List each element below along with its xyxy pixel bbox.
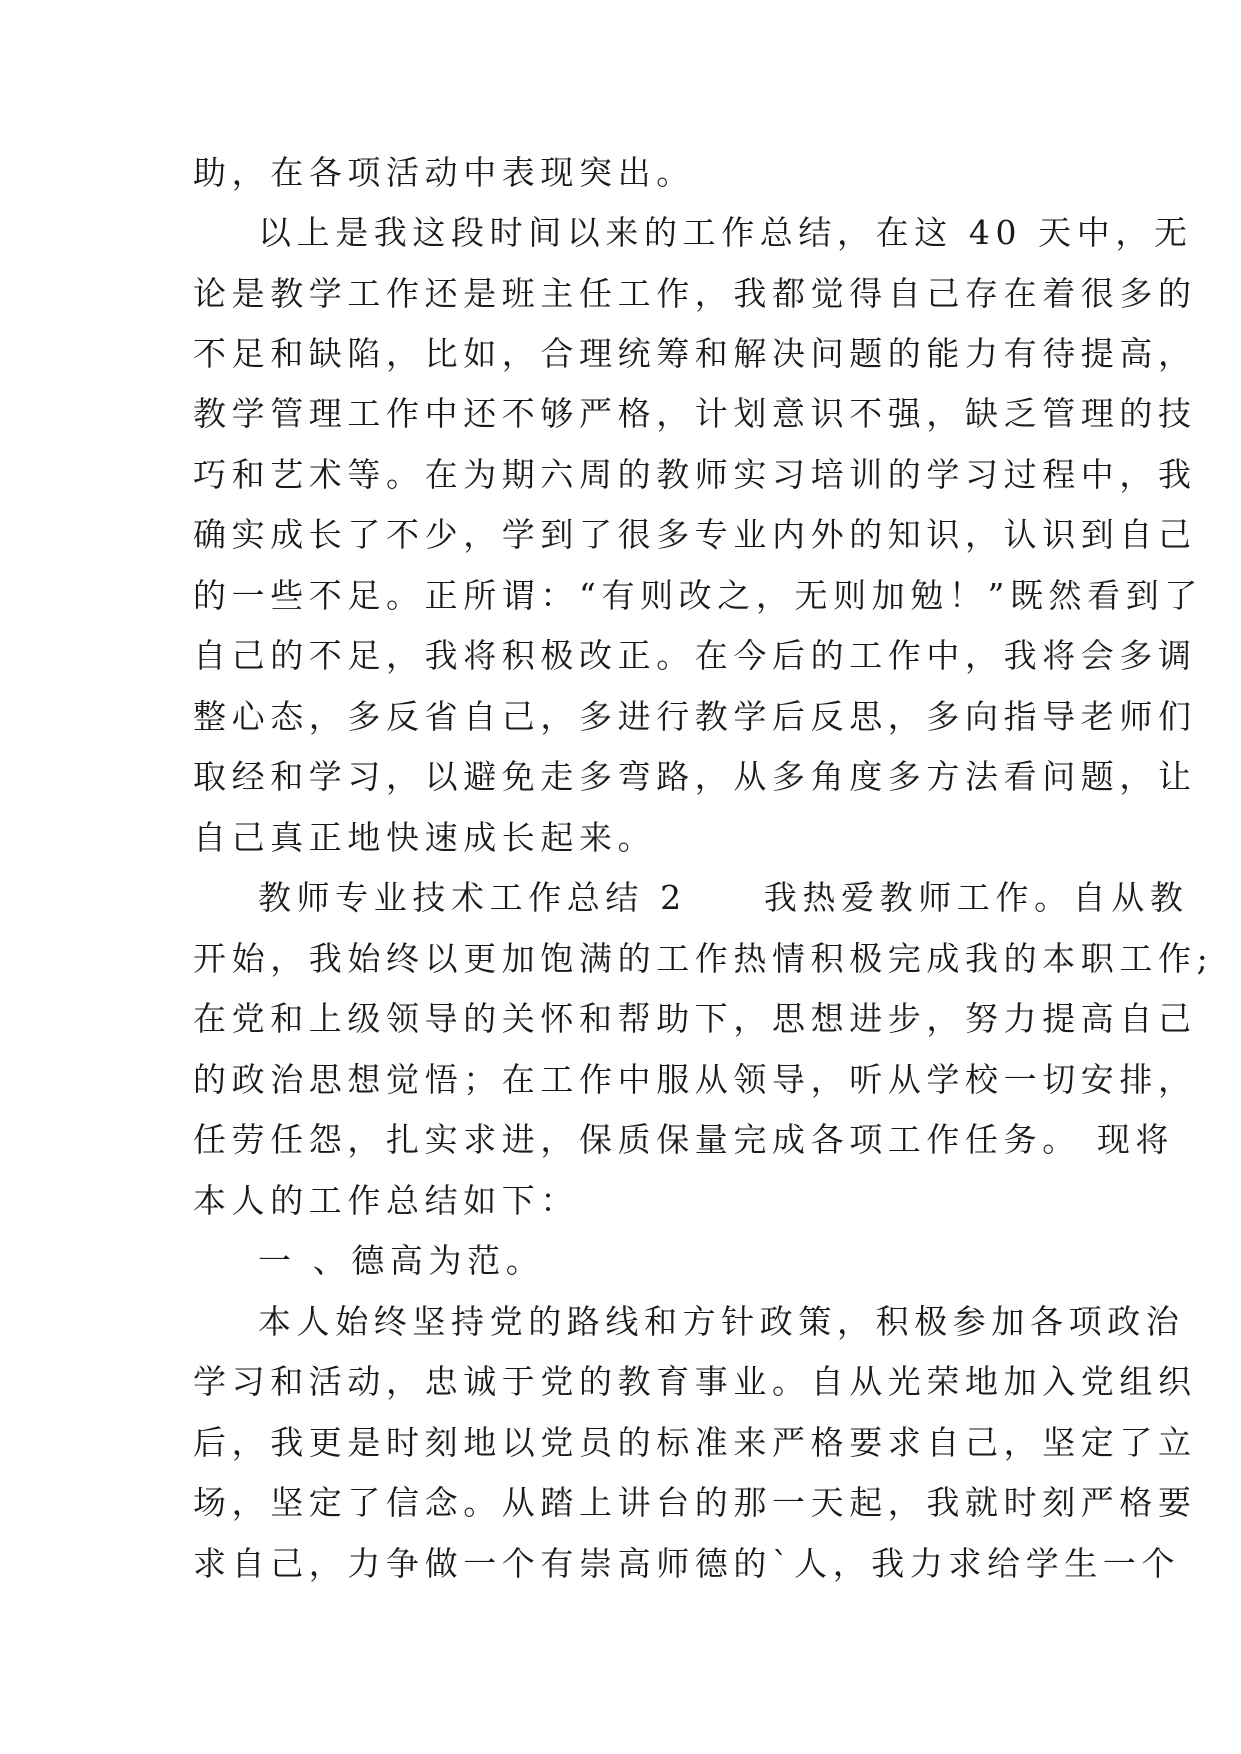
text-line: 后，我更是时刻地以党员的标准来严格要求自己，坚定了立 (193, 1423, 1197, 1462)
text-line: 自己真正地快速成长起来。 (193, 818, 657, 857)
section-heading-line: 教师专业技术工作总结 2 我热爱教师工作。自从教 (258, 878, 1189, 917)
subsection-heading: 一 、德高为范。 (258, 1241, 545, 1280)
text-line: 开始，我始终以更加饱满的工作热情积极完成我的本职工作; (193, 939, 1214, 978)
text-line: 取经和学习，以避免走多弯路，从多角度多方法看问题，让 (193, 757, 1197, 796)
text-line: 本人始终坚持党的路线和方针政策，积极参加各项政治 (258, 1302, 1185, 1341)
text-line: 的一些不足。正所谓：“有则改之，无则加勉！”既然看到了 (193, 576, 1203, 615)
text-line: 以上是我这段时间以来的工作总结，在这 40 天中，无 (258, 213, 1193, 252)
text-line: 不足和缺陷，比如，合理统筹和解决问题的能力有待提高， (193, 334, 1197, 373)
text-line: 论是教学工作还是班主任工作，我都觉得自己存在着很多的 (193, 274, 1197, 313)
text-line: 本人的工作总结如下： (193, 1181, 579, 1220)
text-line: 教学管理工作中还不够严格，计划意识不强，缺乏管理的技 (193, 394, 1197, 433)
text-line: 学习和活动，忠诚于党的教育事业。自从光荣地加入党组织 (193, 1362, 1197, 1401)
text-line: 确实成长了不少，学到了很多专业内外的知识，认识到自己 (193, 515, 1197, 554)
text-line: 自己的不足，我将积极改正。在今后的工作中，我将会多调 (193, 636, 1197, 675)
text-line: 求自己，力争做一个有崇高师德的`人，我力求给学生一个 (193, 1544, 1181, 1583)
text-line: 的政治思想觉悟；在工作中服从领导，听从学校一切安排， (193, 1060, 1197, 1099)
text-line: 巧和艺术等。在为期六周的教师实习培训的学习过程中，我 (193, 455, 1197, 494)
text-line: 场，坚定了信念。从踏上讲台的那一天起，我就时刻严格要 (193, 1483, 1197, 1522)
text-line: 助，在各项活动中表现突出。 (193, 153, 695, 192)
text-line: 整心态，多反省自己，多进行教学后反思，多向指导老师们 (193, 697, 1197, 736)
text-line: 在党和上级领导的关怀和帮助下，思想进步，努力提高自己 (193, 999, 1197, 1038)
text-line: 任劳任怨，扎实求进，保质保量完成各项工作任务。 现将 (193, 1120, 1175, 1159)
